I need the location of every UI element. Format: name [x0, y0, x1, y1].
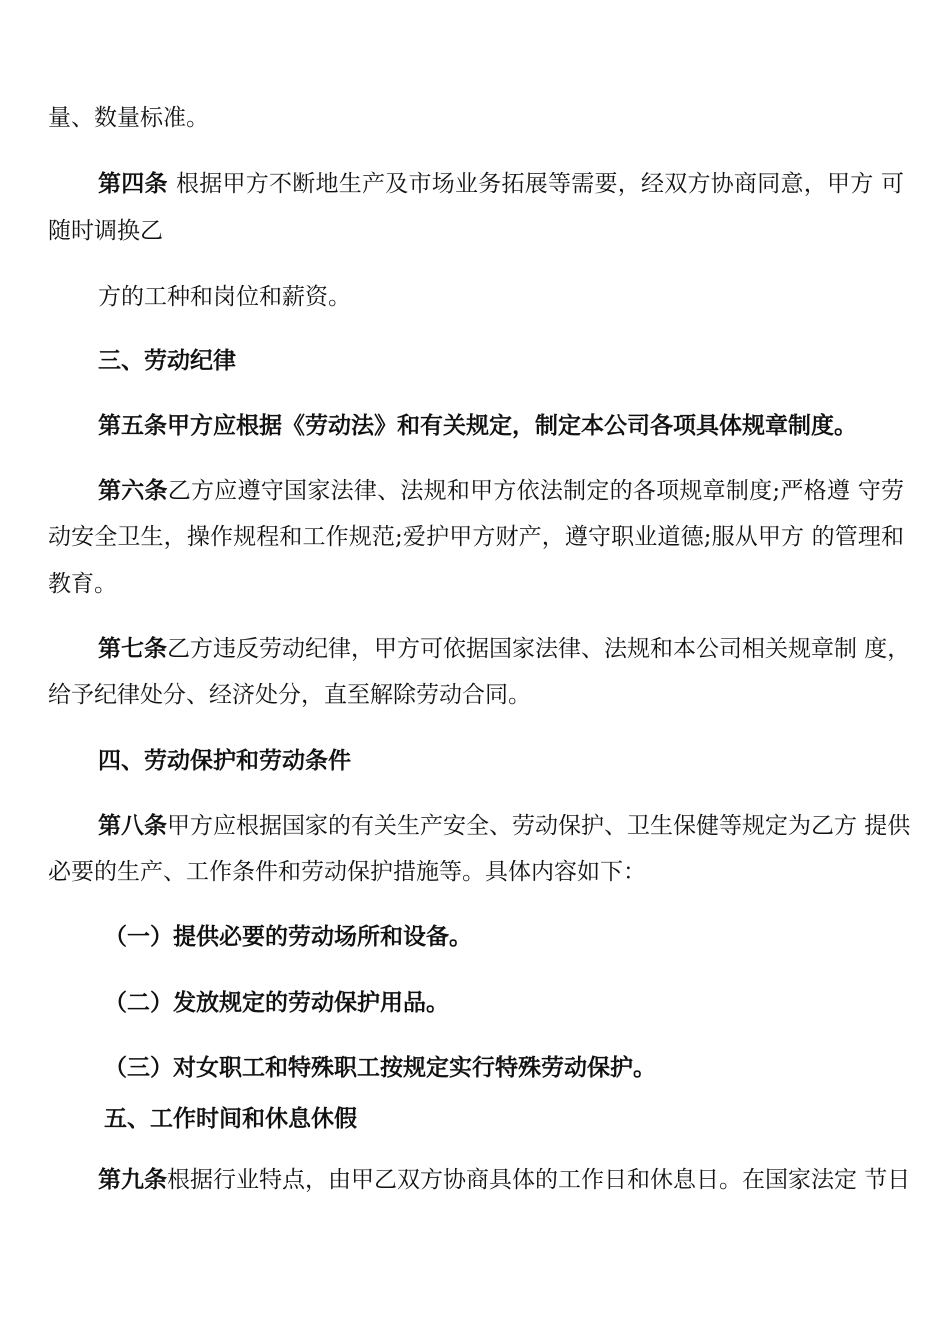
article-6-text: 乙方应遵守国家法律、法规和甲方依法制定的各项规章制度;严格遵 守劳: [167, 478, 905, 504]
article-6-continuation-2: 教育。: [48, 571, 117, 597]
article-8-heading: 第八条: [98, 812, 167, 839]
article-9-line: [98, 1165, 911, 1195]
article-6-heading: 第六条: [98, 477, 168, 504]
article-6-continuation: 动安全卫生，操作规程和工作规范;爱护甲方财产，遵守职业道德;服从甲方 的管理和: [48, 524, 904, 550]
article-4-text: 根据甲方不断地生产及市场业务拓展等需要，经双方协商同意，甲方 可: [175, 171, 905, 197]
article-8-continuation: 必要的生产、工作条件和劳动保护措施等。具体内容如下：: [48, 859, 646, 885]
article-7-text: 乙方违反劳动纪律，甲方可依据国家法律、法规和本公司相关规章制 度，: [167, 636, 911, 662]
section-3-heading: 三、劳动纪律: [98, 347, 236, 374]
article-7-heading: 第七条: [98, 635, 167, 662]
paragraph-line: 量、数量标准。: [48, 105, 209, 131]
article-6-line: [98, 476, 904, 506]
article-9-text: 根据行业特点，由甲乙双方协商具体的工作日和休息日。在国家法定 节日: [167, 1167, 911, 1193]
article-8-text: 甲方应根据国家的有关生产安全、劳动保护、卫生保健等规定为乙方 提供: [167, 813, 911, 839]
article-4-line: [98, 169, 904, 199]
article-9-heading: 第九条: [98, 1166, 167, 1193]
article-7-continuation: 给予纪律处分、经济处分，直至解除劳动合同。: [48, 682, 531, 708]
article-4-continuation-2: 方的工种和岗位和薪资。: [98, 284, 351, 310]
section-4-heading: 四、劳动保护和劳动条件: [98, 747, 351, 774]
article-5-line: 第五条甲方应根据《劳动法》和有关规定，制定本公司各项具体规章制度。: [98, 412, 857, 439]
list-item-2: （二）发放规定的劳动保护用品。: [104, 989, 449, 1016]
article-4-heading: 第四条: [98, 170, 168, 197]
list-item-3: （三）对女职工和特殊职工按规定实行特殊劳动保护。: [104, 1054, 656, 1081]
article-8-line: [98, 811, 911, 841]
list-item-1: （一）提供必要的劳动场所和设备。: [104, 923, 472, 950]
section-5-heading: 五、工作时间和休息休假: [104, 1105, 357, 1132]
article-7-line: [98, 634, 911, 664]
article-4-continuation: 随时调换乙: [48, 218, 163, 244]
